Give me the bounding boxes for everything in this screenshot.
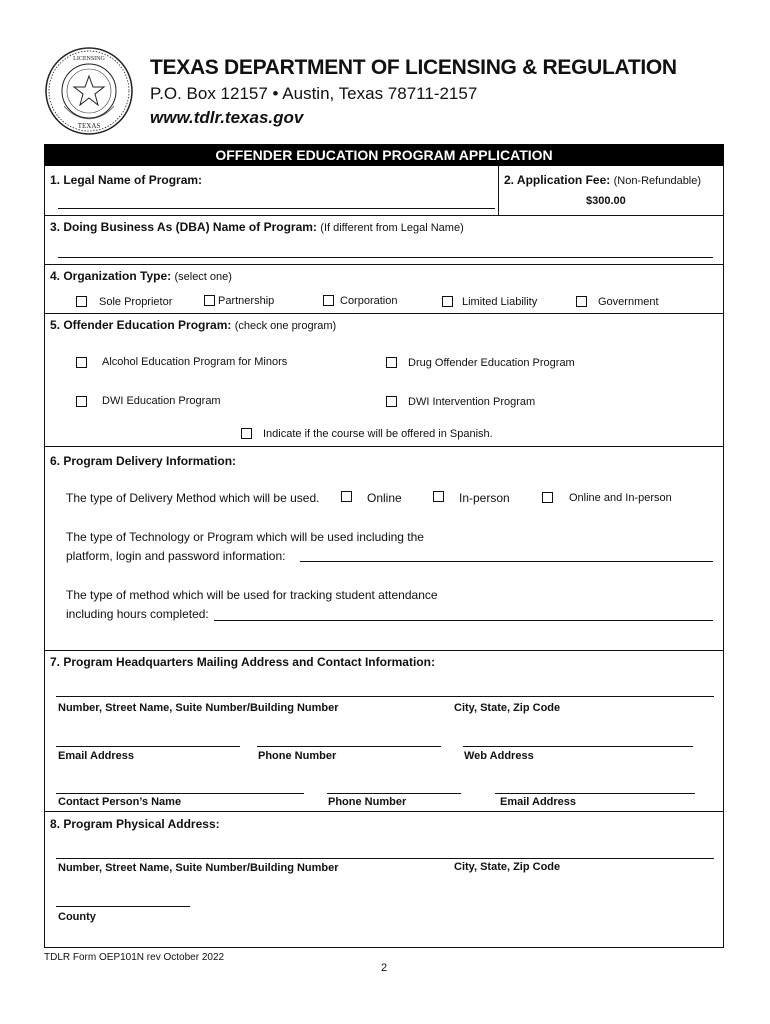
program-note: (check one program)	[234, 320, 337, 332]
contact-phone-input-line[interactable]	[327, 793, 461, 794]
spanish-label: Indicate if the course will be offered in Spanish.	[263, 428, 493, 440]
online-checkbox[interactable]	[341, 491, 352, 502]
sole-proprietor-checkbox[interactable]	[76, 296, 87, 307]
online-label: Online	[367, 491, 402, 505]
drug-offender-label: Drug Offender Education Program	[408, 357, 575, 369]
in-person-label: In-person	[459, 491, 510, 505]
divider	[44, 264, 724, 265]
contact-input-line[interactable]	[56, 793, 304, 794]
contact-name-label: Contact Person’s Name	[58, 796, 182, 808]
delivery-method-prompt: The type of Delivery Method which will be used.	[66, 491, 320, 505]
alcohol-minors-checkbox[interactable]	[76, 357, 87, 368]
fee-label-text: 2. Application Fee:	[504, 173, 611, 187]
divider	[44, 215, 724, 216]
form-title: OFFENDER EDUCATION PROGRAM APPLICATION	[44, 144, 724, 166]
spanish-checkbox[interactable]	[241, 428, 252, 439]
limited-liability-checkbox[interactable]	[442, 296, 453, 307]
tracking-prompt-line1: The type of method which will be used for tracking student attendance	[66, 588, 438, 602]
offender-program-label	[50, 318, 336, 332]
web-label: Web Address	[464, 750, 534, 762]
contact-email-label: Email Address	[500, 796, 577, 808]
org-website[interactable]: www.tdlr.texas.gov	[150, 108, 304, 127]
technology-prompt-line2: platform, login and password information:	[66, 549, 286, 563]
sole-proprietor-label: Sole Proprietor	[99, 296, 173, 308]
online-and-in-person-checkbox[interactable]	[542, 492, 553, 503]
dwi-education-checkbox[interactable]	[76, 396, 87, 407]
fee-note: (Non-Refundable)	[613, 175, 702, 187]
svg-text:LICENSING: LICENSING	[73, 56, 105, 62]
partnership-checkbox[interactable]	[204, 295, 215, 306]
dba-label-text: 3. Doing Business As (DBA) Name of Program:	[50, 220, 317, 234]
org-name: TEXAS DEPARTMENT OF LICENSING & REGULATION	[150, 56, 677, 79]
dba-name-label	[50, 220, 464, 234]
technology-input-line[interactable]	[300, 561, 713, 562]
dwi-intervention-label: DWI Intervention Program	[408, 396, 536, 408]
physical-address-input-line[interactable]	[56, 858, 714, 859]
tdlr-seal-logo	[44, 46, 134, 136]
physical-street-label: Number, Street Name, Suite Number/Building Number	[58, 862, 339, 874]
divider	[44, 650, 724, 651]
application-fee-label	[504, 173, 701, 187]
limited-liability-label: Limited Liability	[462, 296, 538, 308]
physical-city-label: City, State, Zip Code	[454, 861, 561, 873]
form-id: TDLR Form OEP101N rev October 2022	[44, 952, 225, 963]
email-label: Email Address	[58, 750, 135, 762]
dba-note: (If different from Legal Name)	[320, 222, 464, 234]
technology-prompt-line1: The type of Technology or Program which will be used including the	[66, 530, 424, 544]
fee-amount: $300.00	[586, 195, 626, 207]
in-person-checkbox[interactable]	[433, 491, 444, 502]
corporation-label: Corporation	[340, 295, 398, 307]
tracking-input-line[interactable]	[214, 620, 713, 621]
web-input-line[interactable]	[463, 746, 693, 747]
org-type-note: (select one)	[174, 271, 232, 283]
divider	[44, 446, 724, 447]
drug-offender-checkbox[interactable]	[386, 357, 397, 368]
county-input-line[interactable]	[56, 906, 190, 907]
divider	[498, 166, 499, 215]
physical-address-label: 8. Program Physical Address:	[50, 817, 220, 831]
program-label-text: 5. Offender Education Program:	[50, 318, 232, 332]
corporation-checkbox[interactable]	[323, 295, 334, 306]
dwi-intervention-checkbox[interactable]	[386, 396, 397, 407]
legal-name-input-line[interactable]	[58, 208, 495, 209]
divider	[44, 811, 724, 812]
hq-street-label: Number, Street Name, Suite Number/Building Number	[58, 702, 339, 714]
legal-name-label: 1. Legal Name of Program:	[50, 173, 203, 187]
alcohol-minors-label: Alcohol Education Program for Minors	[102, 356, 288, 368]
phone-label: Phone Number	[258, 750, 337, 762]
email-input-line[interactable]	[56, 746, 240, 747]
tracking-prompt-line2: including hours completed:	[66, 607, 209, 621]
government-checkbox[interactable]	[576, 296, 587, 307]
hq-city-label: City, State, Zip Code	[454, 702, 561, 714]
org-type-label-text: 4. Organization Type:	[50, 269, 172, 283]
partnership-label: Partnership	[218, 295, 275, 307]
dba-input-line[interactable]	[58, 257, 713, 258]
org-address: P.O. Box 12157 • Austin, Texas 78711-2157	[150, 84, 478, 103]
hq-address-label: 7. Program Headquarters Mailing Address and Contact Information:	[50, 655, 435, 669]
phone-input-line[interactable]	[257, 746, 441, 747]
dwi-education-label: DWI Education Program	[102, 395, 221, 407]
page-number: 2	[381, 962, 388, 974]
county-label: County	[58, 911, 96, 923]
online-and-in-person-label: Online and In-person	[569, 492, 672, 504]
divider	[44, 313, 724, 314]
government-label: Government	[598, 296, 659, 308]
organization-type-label	[50, 269, 232, 283]
svg-text:TEXAS: TEXAS	[77, 122, 101, 130]
hq-address-input-line[interactable]	[56, 696, 714, 697]
delivery-info-label: 6. Program Delivery Information:	[50, 454, 237, 468]
contact-phone-label: Phone Number	[328, 796, 407, 808]
contact-email-input-line[interactable]	[495, 793, 695, 794]
